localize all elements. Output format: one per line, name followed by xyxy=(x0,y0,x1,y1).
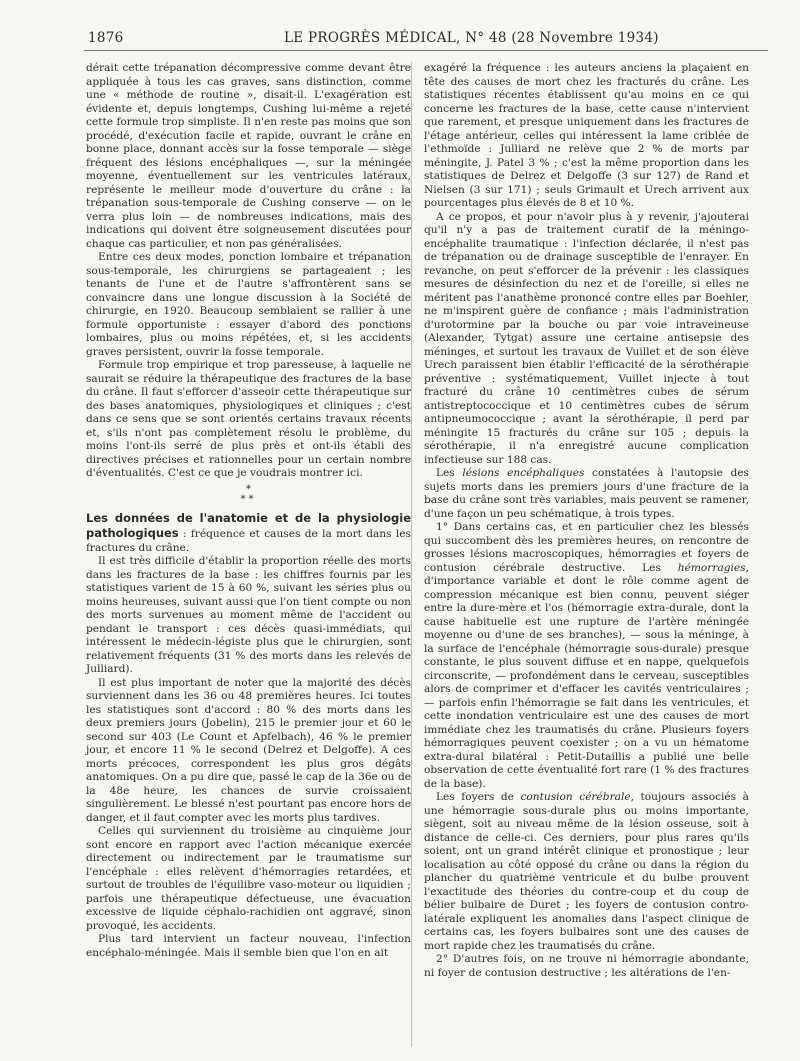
paragraph: Il est plus important de noter que la majorité des décès surviennent dans les 36 ou 48 premières heures. Ici toutes les statistiques sont d'accord : 80 % des morts dans les deux premiers jours (Jobelin), 215 le premier jour et 60 le second sur 403 (Le Count et Apfelbach), 46 % le premier jour, et encore 11 % le second (Delrez et Delgoffe). A ces morts précoces, correspondent les plus gros dégâts anatomiques. On a pu dire que, passé le cap de la 36e ou de la 48e heure, les chances de survie croissaient singulièrement. Le blessé n'est pourtant pas encore hors de danger, et il faut compter avec les morts plus tardives. xyxy=(86,676,411,824)
italic-term: contusion cérébrale xyxy=(520,791,631,803)
paragraph: exagéré la fréquence : les auteurs anciens la plaçaient en tête des causes de mort chez les fracturés du crâne. Les statistiques récentes établissent qu'au moins en ce qui concerne les fractures de la base, cette cause n'intervient que rarement, et presque uniquement dans les fractures de l'étage antérieur, celles qui intéressent la lame criblée de l'ethmoïde : Julliard ne relève que 2 % de morts par méningite, J. Patel 3 % ; c'est la même proportion dans les statistiques de Delrez et Delgoffe (3 sur 127) de Rand et Nielsen (3 sur 171) ; seuls Grimault et Urech arrivent aux pourcentages plus élevés de 8 et 10 %. xyxy=(424,62,749,209)
paragraph: dérait cette trépanation décompressive comme devant être appliquée à tous les cas graves, sans distinction, comme une « méthode de routine », disait-il. L'exagération est évidente et, depuis longtemps, Cushing lui-même a rejeté cette formule trop simpliste. Il n'en reste pas moins que son procédé, d'exécution facile et rapide, ouvrant le crâne en bonne place, donnant accès sur la fosse temporale — siège fréquent des lésions encéphaliques —, sur la méningée moyenne, éventuellement sur les ventricules latéraux, représente le meilleur mode d'ouverture du crâne : la trépanation sous-temporale de Cushing conserve — on le verra plus loin — de nombreuses indications, mais des indications qui doivent être soigneusement discutées pour chaque cas particulier, et non pas généralisées. xyxy=(86,62,411,250)
journal-title: LE PROGRÈS MÉDICAL, N° 48 (28 Novembre 1934) xyxy=(284,30,659,46)
right-column xyxy=(424,62,749,980)
paragraph: Celles qui surviennent du troisième au cinquième jour sont encore en rapport avec l'action mécanique exercée directement ou indirectement par le traumatisme sur l'encéphale : elles relèvent d'hémorragies retardées, et surtout de troubles de l'équilibre vaso-moteur ou liquidien ; parfois une thérapeutique défectueuse, une évacuation excessive de liquide céphalo-rachidien ont aggravé, sinon provoqué, les accidents. xyxy=(86,825,411,932)
italic-term: hémorragies xyxy=(677,561,746,574)
left-column xyxy=(86,62,411,960)
column-divider xyxy=(411,62,412,1047)
header-rule xyxy=(84,50,768,51)
page-number: 1876 xyxy=(88,30,124,46)
paragraph: 2° D'autres fois, on ne trouve ni hémorragie abondante, ni foyer de contusion destructive ; les altérations de l'en- xyxy=(424,953,749,979)
paragraph: Plus tard intervient un facteur nouveau, l'infection encéphalo-méningée. Mais il semble bien que l'on en ait xyxy=(86,933,411,959)
paragraph: Les lésions encéphaliques constatées à l'autopsie des sujets morts dans les premiers jours d'une fracture de la base du crâne sont très variables, mais peuvent se ramener, d'une façon un peu schématique, à trois types. xyxy=(424,467,749,520)
section-heading: Les données de l'anatomie et de la physiologie pathologiques xyxy=(86,510,411,540)
paragraph: A ce propos, et pour n'avoir plus à y revenir, j'ajouterai qu'il n'y a pas de traitement curatif de la méningo-encéphalite traumatique : l'infection déclarée, il n'est pas de trépanation ou de drainage susceptible de l'enrayer. En revanche, on peut s'efforcer de la prévenir : les classiques mesures de désinfection du nez et de l'oreille, si elles ne méritent pas l'anathème prononcé contre elles par Boehler, ne m'inspirent guère de confiance ; mais l'administration d'urotormine par la bouche ou par voie intraveineuse (Alexander, Tytgat) assure une certaine antisepsie des méninges, et surtout les travaux de Vuillet et de son élève Urech paraissent bien établir l'efficacité de la sérothérapie préventive : systématiquement, Vuillet injecte à tout fracturé du crâne 10 centimètres cubes de sérum antistreptococcique et 10 centimètres cubes de sérum antipneumococcique ; avant la sérothérapie, il perd par méningite 15 fracturés du crâne sur 105 ; depuis la sérothérapie, il n'a enregistré aucune complication infectieuse sur 188 cas. xyxy=(424,210,749,466)
italic-term: lésions encéphaliques xyxy=(462,467,585,479)
section-heading-tail: : fréquence et causes de la mort dans les fractures du crâne. xyxy=(86,528,411,554)
running-header xyxy=(88,30,760,48)
paragraph: Entre ces deux modes, ponction lombaire et trépanation sous-temporale, les chirurgiens se partageaient ; les tenants de l'une et de l'autre s'affrontèrent sans se convaincre dans une longue discussion à la Société de chirurgie, en 1920. Beaucoup semblaient se rallier à une formule opportuniste : essayer d'abord des ponctions lombaires, plus ou moins répétées, et, si les accidents graves persistent, ouvrir la fosse temporale. xyxy=(86,251,411,358)
paragraph: 1° Dans certains cas, et en particulier chez les blessés qui succombent dès les premières heures, on rencontre de grosses lésions macroscopiques, hémorragies et foyers de contusion cérébrale destructive. Les hémorragies, d'importance variable et dont le rôle comme agent de compression mécanique est bien connu, peuvent siéger entre la dure-mère et l'os (hémorragie extra-durale, dont la cause habituelle est une rupture de l'artère méningée moyenne ou d'une de ses branches), — sous la méninge, à la surface de l'encéphale (hémorragie sous-durale) presque constante, le plus souvent diffuse et en nappe, quelquefois circonscrite, — profondément dans le cerveau, susceptibles alors de comprimer et d'effacer les cavités ventriculaires ; — parfois enfin l'hémorragie se fait dans les ventricules, et cette inondation ventriculaire est une des causes de mort immédiate chez les traumatisés du crâne. Plusieurs foyers hémorragiques peuvent coexister ; on a vu un hématome extra-dural bilatéral : Petit-Dutaillis a publié une belle observation de cette éventualité fort rare (1 % des fractures de la base). xyxy=(424,521,749,790)
paragraph: Les foyers de contusion cérébrale, toujours associés à une hémorragie sous-durale plus ou moins importante, siègent, soit au niveau même de la lésion osseuse, soit à distance de celle-ci. Ces derniers, pour plus rares qu'ils soient, ont un grand intérêt clinique et pronostique ; leur localisation au côté opposé du crâne ou dans la région du plancher du quatrième ventricule et du bulbe prouvent l'exactitude des théories du contre-coup et du coup de bélier bulbaire de Duret ; les foyers de contusion contro-latérale expliquent les anomalies dans l'aspect clinique de certains cas, les foyers bulbaires sont une des causes de mort rapide chez les traumatisés du crâne. xyxy=(424,791,749,952)
paragraph: Formule trop empirique et trop paresseuse, à laquelle ne saurait se réduire la thérapeutique des fractures de la base du crâne. Il faut s'efforcer d'asseoir cette thérapeutique sur des bases anatomiques, physiologiques et cliniques ; c'est dans ce sens que se sont orientés certains travaux récents et, s'ils n'ont pas complètement résolu le problème, du moins l'ont-ils serré de plus près et ont-ils établi des directives précises et rationnelles pour un certain nombre d'éventualités. C'est ce que je voudrais montrer ici. xyxy=(86,359,411,479)
section-asterism: * ** xyxy=(240,483,257,505)
paragraph: Il est très difficile d'établir la proportion réelle des morts dans les fractures de la base : les chiffres fournis par les statistiques varient de 15 à 60 %, suivant les séries plus ou moins heureuses, suivant aussi que l'on tient compte ou non des morts survenues au moment même de l'accident ou pendant le transport : ces décès quasi-immédiats, qui intéressent le médecin-légiste plus que le chirurgien, sont relativement fréquents (31 % des morts dans les relevés de Julliard). xyxy=(86,555,411,675)
